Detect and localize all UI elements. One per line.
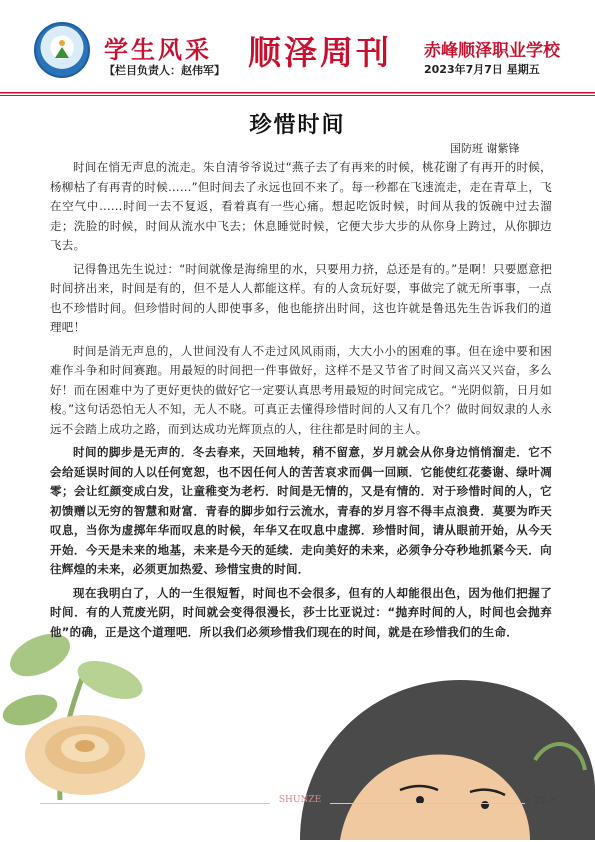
paragraph: 时间是消无声息的，人世间没有人不走过风风雨雨，大大小小的困难的事。但在途中要和困难作斗争和时间赛跑。用最短的时间把一件事做好，这样不是又节省了时间又高兴又兴奋，多么好！而在困难中为了更好更快的做好它一定要认真思考用最短的时间完成它。“光阴似箭，日月如梭。”这句话恐怕无人不知，无人不晓。可真正去懂得珍惜时间的人又有几个？做时间奴隶的人永远不会踏上成功之路，而到达成功光辉顶点的人，往往都是时间的主人。: [50, 343, 552, 436]
logo-figure-icon: [52, 38, 72, 60]
page-header: [0, 0, 595, 100]
paragraph: 时间的脚步是无声的．冬去春来，天回地转，稍不留意，岁月就会从你身边悄悄溜走．它不会给延误时间的人以任何宽恕，也不因任何人的苦苦哀求而偶一回顾．它能使红花萎谢、绿叶凋零；会让红颜变成白发，让童稚变为老朽．时间是无情的，又是有情的．对于珍惜时间的人，它初馈赠以无穷的智慧和财富．青春的脚步如行云流水，青春的岁月容不得丰点浪费．莫要为昨天叹息，当你为虚掷年华而叹息的时候，年华又在叹息中虚掷．珍惜时间，请从眼前开始，从今天开始．今天是未来的地基，未来是今天的延续．走向美好的未来，必须争分夺秒地抓紧今天．向往辉煌的未来，必须更加热爱、珍惜宝贵的时间．: [50, 445, 552, 576]
article-author: 国防班 谢紫锋: [450, 142, 520, 155]
article-body: [50, 158, 552, 646]
footer-rule-left: [40, 803, 270, 804]
column-editor: 【栏目负责人：赵伟军】: [104, 64, 225, 77]
column-title: 学生风采: [104, 36, 212, 64]
footer-rule-right: [330, 803, 525, 804]
paragraph: 时间在悄无声息的流走。朱自清爷爷说过“燕子去了有再来的时候，桃花谢了有再开的时候，杨柳枯了有再青的时候……”但时间去了永远也回不来了。每一秒都在飞速流走，走在青草上，飞在空气中……时间一去不复返，看着真有一些心痛。想起吃饭时候，时间从我的饭碗中过去溜走；洗脸的时候，时间从流水中飞去；休息睡觉时候，它便大步大步的从你身上跨过，从你脚边飞去。: [50, 160, 552, 252]
paragraph: 现在我明白了，人的一生很短暂，时间也不会很多，但有的人却能很出色，因为他们把握了时间．有的人荒废光阴，时间就会变得很漫长，莎士比亚说过：“抛弃时间的人，时间也会抛弃他”的确，正是这个道理吧．所以我们必须珍惜我们现在的时间，就是在珍惜我们的生命．: [50, 585, 552, 639]
footer-brand: SHUNZE: [278, 795, 322, 805]
school-logo-icon: [34, 22, 90, 78]
issue-date: 2023年7月7日 星期五: [424, 63, 540, 76]
article-title: 珍惜时间: [249, 113, 346, 138]
boy-illustration-icon: [280, 640, 595, 840]
paragraph: 记得鲁迅先生说过：“时间就像是海绵里的水，只要用力挤，总还是有的。”是啊！只要愿意把时间挤出来，时间是有的，但不是人人都能这样。有的人贪玩好耍，事做完了就无所事事，一点也不珍惜时间。但珍惜时间的人即使事多，他也能挤出时间，这也许就是鲁迅先生告诉我们的道理吧！: [50, 261, 552, 334]
publication-title: 顺泽周刊: [248, 33, 392, 72]
page-number: • 25 •: [525, 795, 556, 806]
header-divider: [0, 92, 595, 97]
school-name: 赤峰顺泽职业学校: [424, 41, 560, 61]
